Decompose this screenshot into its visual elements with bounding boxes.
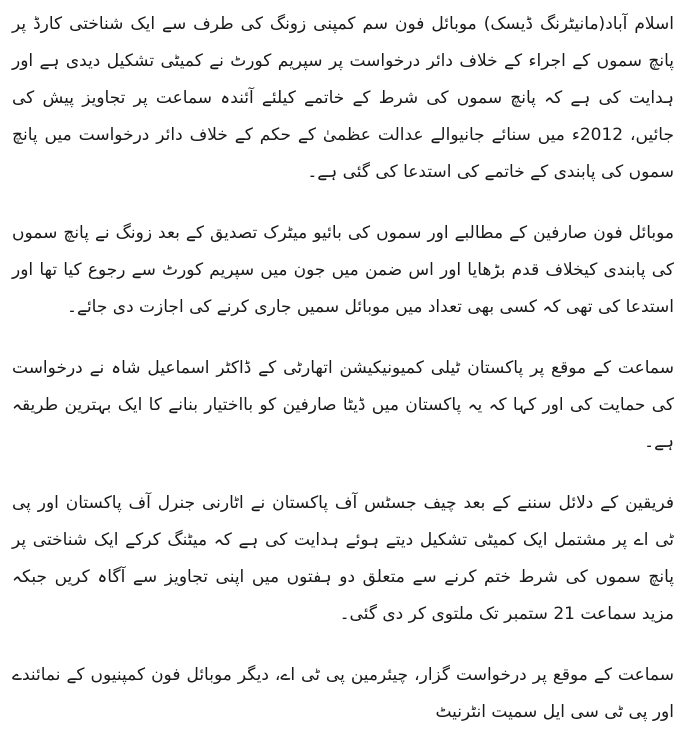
article-paragraph-2: موبائل فون صارفین کے مطالبے اور سموں کی بائیو میٹرک تصدیق کے بعد زونگ نے پانچ سموں کی پابندی کیخلاف قدم بڑھایا اور اس ضمن میں جون میں سپریم کورٹ سے رجوع کیا تھا اور استدعا کی تھی کہ کسی بھی تعداد میں موبائل سمیں جاری کرنے کی اجازت دی جائے۔ bbox=[12, 223, 674, 317]
article-paragraph-1: اسلام آباد(مانیٹرنگ ڈیسک) موبائل فون سم کمپنی زونگ کی طرف سے ایک شناختی کارڈ پر پانچ سموں کے اجراء کے خلاف دائر درخواست پر سپریم کورٹ نے کمیٹی تشکیل دیدی ہے اور ہدایت کی ہے کہ پانچ سموں کی شرط کے خاتمے کیلئے آئندہ سماعت پر تجاویز پیش کی جائیں، 2012ء میں سنائے جانیوالے عدالت عظمیٰ کے حکم کے خلاف دائر درخواست میں پانچ سموں کی پابندی کے خاتمے کی استدعا کی گئی ہے۔ bbox=[12, 14, 674, 182]
news-article bbox=[12, 6, 674, 731]
article-paragraph-4: فریقین کے دلائل سننے کے بعد چیف جسٹس آف پاکستان نے اٹارنی جنرل آف پاکستان اور پی ٹی اے پر مشتمل ایک کمیٹی تشکیل دیتے ہوئے ہدایت کی ہے کہ میٹنگ کرکے ایک شناختی پر پانچ سموں کی شرط ختم کرنے سے متعلق دو ہفتوں میں اپنی تجاویز سے آگاہ کریں جبکہ مزید سماعت 21 ستمبر تک ملتوی کر دی گئی۔ bbox=[12, 493, 674, 624]
article-paragraph-5: سماعت کے موقع پر درخواست گزار، چیئرمین پی ٹی اے، دیگر موبائل فون کمپنیوں کے نمائندے اور پی ٹی سی ایل سمیت انٹرنیٹ bbox=[12, 665, 674, 722]
article-paragraph-3: سماعت کے موقع پر پاکستان ٹیلی کمیونیکیشن اتھارٹی کے ڈاکٹر اسماعیل شاہ نے درخواست کی حمایت کی اور کہا کہ یہ پاکستان میں ڈیٹا صارفین کو بااختیار بنانے کا ایک بہترین طریقہ ہے۔ bbox=[12, 358, 674, 452]
